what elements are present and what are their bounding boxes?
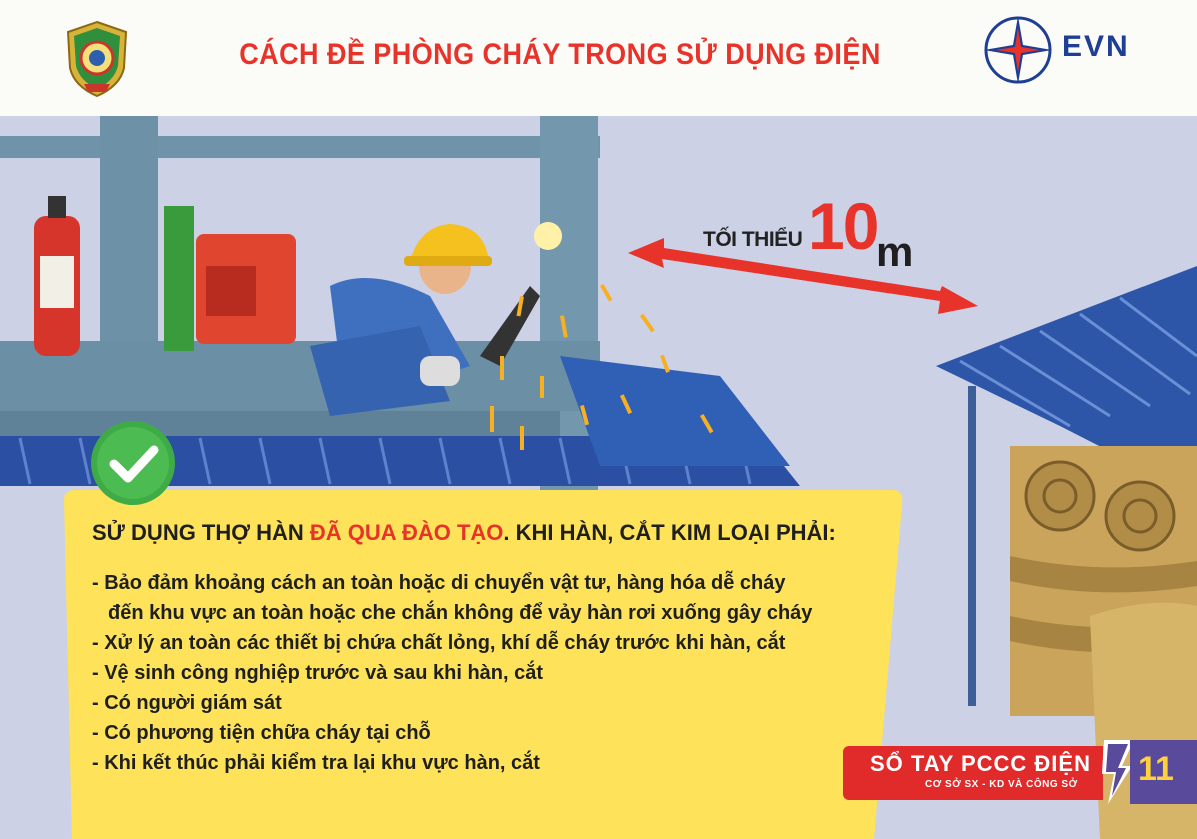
scaffold-beam-top [0, 136, 600, 158]
gas-cylinder [164, 206, 194, 351]
list-item: đến khu vực an toàn hoặc che chắn không để vảy hàn rơi xuống gây cháy [108, 602, 813, 624]
page-number: 11 [1138, 750, 1174, 788]
distance-unit: m [876, 228, 914, 275]
header [0, 0, 1197, 116]
heading-prefix: SỬ DỤNG THỢ HÀN [92, 520, 310, 545]
list-item: - Vệ sinh công nghiệp trước và sau khi hàn, cắt [92, 662, 544, 684]
distance-label: TỐI THIỂU [703, 228, 803, 251]
list-item: - Có phương tiện chữa cháy tại chỗ [92, 722, 431, 744]
evn-star-logo-icon [982, 14, 1054, 86]
list-item: - Bảo đảm khoảng cách an toàn hoặc di chuyển vật tư, hàng hóa dễ cháy [92, 572, 786, 594]
heading-highlight: ĐÃ QUA ĐÀO TẠO [309, 520, 504, 545]
distance-value: 10 [808, 189, 878, 263]
list-item: - Khi kết thúc phải kiểm tra lại khu vực hàn, cắt [92, 752, 540, 774]
scaffold-platform [0, 341, 600, 411]
police-fire-emblem-icon [64, 20, 130, 98]
list-item: - Có người giám sát [92, 692, 282, 714]
list-item: - Xử lý an toàn các thiết bị chứa chất lỏng, khí dễ cháy trước khi hàn, cắt [92, 632, 786, 654]
page-title: CÁCH ĐỀ PHÒNG CHÁY TRONG SỬ DỤNG ĐIỆN [239, 38, 881, 71]
heading-suffix: . KHI HÀN, CẮT KIM LOẠI PHẢI: [503, 520, 836, 545]
requirements-list [92, 568, 892, 778]
check-icon [90, 420, 176, 506]
evn-brand-text: EVN [1062, 30, 1130, 63]
handbook-title: SỔ TAY PCCC ĐIỆN [870, 751, 1091, 776]
panel-heading [92, 520, 872, 546]
handbook-subtitle: CƠ SỞ SX - KD VÀ CÔNG SỞ [925, 779, 1078, 790]
